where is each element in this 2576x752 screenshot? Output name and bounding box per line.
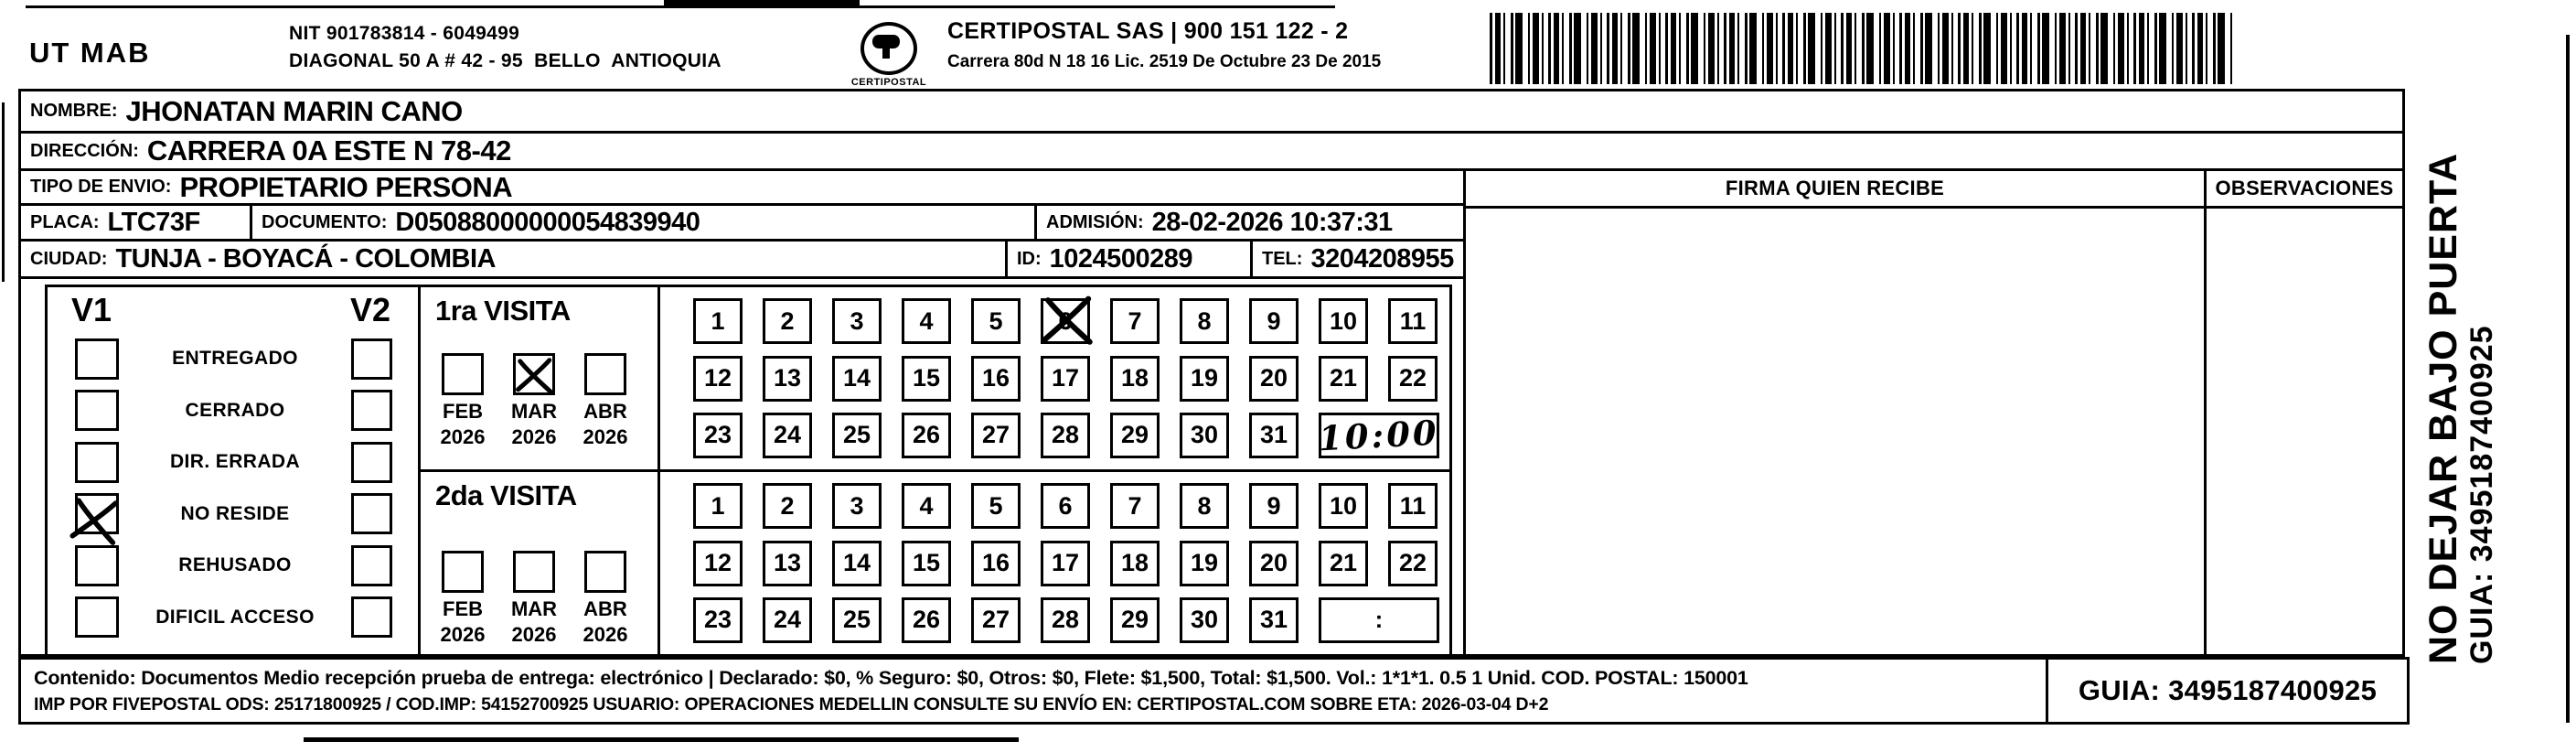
day-cell (832, 483, 882, 529)
day-cell (763, 298, 812, 344)
observaciones-column (2207, 171, 2402, 654)
status-option-label: CERRADO (185, 399, 285, 421)
row-placa-documento-admision (21, 206, 1463, 242)
day-number: 21 (1329, 549, 1358, 576)
id-label: ID: (1017, 248, 1042, 269)
day-number: 18 (1120, 364, 1149, 392)
id-cell (1005, 242, 1250, 276)
sender-nit-address (289, 20, 721, 75)
day-cell (1249, 413, 1299, 458)
tipo-envio-value: PROPIETARIO PERSONA (179, 170, 513, 203)
day-number: 3 (850, 306, 864, 335)
visit-1-title: 1ra VISITA (435, 295, 571, 327)
day-cell (763, 413, 812, 458)
visit-month-panel (421, 287, 660, 654)
firma-column (1466, 171, 2207, 654)
day-cell (971, 483, 1021, 529)
day-cell (902, 413, 951, 458)
day-cell (693, 356, 743, 402)
checkbox-month-mar (513, 353, 555, 395)
checkbox-v1-cerrado (75, 390, 119, 431)
day-number: 15 (912, 549, 941, 576)
row-nombre (21, 91, 2402, 134)
status-row (48, 442, 418, 483)
day-number: 4 (919, 491, 934, 520)
day-number: 21 (1329, 364, 1358, 392)
day-cell (1180, 298, 1229, 344)
day-number: 19 (1190, 549, 1219, 576)
observaciones-space (2207, 209, 2402, 654)
day-number: 30 (1190, 421, 1219, 449)
day-cell (1388, 298, 1438, 344)
day-cell (902, 483, 951, 529)
time-placeholder: : (1374, 606, 1384, 634)
visit-2-month-panel (421, 472, 657, 654)
visit-1-months (435, 353, 657, 447)
day-cell (1319, 298, 1368, 344)
day-number: 22 (1398, 364, 1427, 392)
status-row (48, 338, 418, 380)
tel-value: 3204208955 (1310, 243, 1454, 274)
day-number: 15 (912, 364, 941, 392)
ciudad-label: CIUDAD: (30, 248, 108, 269)
tipo-envio-label: TIPO DE ENVIO: (30, 177, 172, 197)
row-direccion (21, 134, 2402, 171)
day-cell (1319, 541, 1368, 586)
observaciones-header: OBSERVACIONES (2207, 171, 2402, 209)
placa-cell (21, 206, 250, 239)
day-number: 17 (1051, 549, 1080, 576)
guia-number: GUIA: 3495187400925 (2046, 660, 2407, 722)
day-number: 7 (1128, 491, 1142, 520)
month-option-abr (578, 551, 633, 645)
day-cell (763, 356, 812, 402)
month-option-feb (435, 551, 490, 645)
status-area (21, 279, 1463, 654)
status-option-label: ENTREGADO (172, 348, 298, 370)
scan-edge-bottom (304, 737, 1019, 742)
day-cell (1319, 483, 1368, 529)
handwritten-x-mark (513, 353, 555, 395)
checkbox-month-mar (513, 551, 555, 593)
month-year: 2026 (511, 623, 557, 646)
company-license: Carrera 80d N 18 16 Lic. 2519 De Octubre 23 De 2015 (947, 52, 1382, 71)
handwritten-x-mark (1038, 289, 1097, 348)
footer-content-line: Contenido: Documentos Medio recepción prueba de entrega: electrónico | Declarado: $0, % Seguro: $0, Otros: $0, Flete: $1,500, Total: $1,500. Vol.: 1*1*1. 0.5 1 Unid. COD. POSTAL: 150001 (34, 666, 1748, 689)
calendar-row (693, 413, 1449, 458)
documento-cell (250, 206, 1034, 239)
delivery-status-panel (48, 287, 421, 654)
checkbox-v2-cerrado (351, 390, 392, 431)
main-form-table (18, 89, 2405, 657)
checkbox-v1-no-reside (75, 493, 119, 534)
v1-header: V1 (71, 291, 112, 328)
day-number: 4 (919, 306, 934, 335)
day-cell (902, 541, 951, 586)
day-number: 24 (773, 421, 802, 449)
day-number: 24 (773, 606, 802, 634)
firma-header: FIRMA QUIEN RECIBE (1466, 171, 2204, 209)
month-year: 2026 (440, 425, 486, 448)
firma-signature-space (1466, 209, 2204, 654)
side-rotated-label (2423, 86, 2500, 664)
day-cell (693, 483, 743, 529)
day-cell (1249, 356, 1299, 402)
direccion-label: DIRECCIÓN: (30, 140, 139, 161)
scan-edge-left (2, 102, 5, 282)
day-cell (832, 298, 882, 344)
day-cell (1249, 597, 1299, 643)
day-number: 10 (1329, 491, 1358, 520)
tel-cell (1250, 242, 1463, 276)
day-number: 19 (1190, 364, 1219, 392)
day-number: 28 (1051, 606, 1080, 634)
calendar-row (693, 541, 1449, 586)
visit-calendar-panel (660, 287, 1449, 654)
day-number: 31 (1259, 606, 1288, 634)
mailbox-icon (870, 30, 903, 63)
day-number: 9 (1267, 491, 1281, 520)
documento-label: DOCUMENTO: (262, 211, 388, 232)
documento-value: D05088000000054839940 (395, 207, 700, 237)
day-cell (902, 356, 951, 402)
checkbox-v2-entregado (351, 338, 392, 380)
day-number: 26 (912, 421, 941, 449)
logo-caption: CERTIPOSTAL (850, 77, 927, 88)
calendar-row (693, 483, 1449, 529)
shipment-detail-column (21, 171, 1466, 654)
visit-1-month-panel (421, 287, 657, 472)
footer-box (18, 657, 2410, 725)
day-cell (1180, 356, 1229, 402)
month-year: 2026 (440, 623, 486, 646)
admision-label: ADMISIÓN: (1046, 211, 1144, 232)
checkbox-v2-rehusado (351, 545, 392, 586)
status-option-label: DIFICIL ACCESO (155, 606, 315, 628)
day-cell (1110, 483, 1160, 529)
status-option-label: DIR. ERRADA (169, 451, 301, 473)
day-number: 23 (703, 606, 732, 634)
day-cell (1249, 298, 1299, 344)
day-cell (1319, 356, 1368, 402)
status-row (48, 545, 418, 586)
day-cell (693, 298, 743, 344)
month-label: MAR (510, 400, 558, 423)
day-number: 30 (1190, 606, 1219, 634)
month-label: MAR (510, 597, 558, 620)
calendar-row (693, 356, 1449, 402)
visit-2-calendar (660, 472, 1449, 654)
checkbox-v1-dir-errada (75, 442, 119, 483)
day-number: 25 (842, 606, 871, 634)
handwritten-time: 10:00 (1318, 412, 1440, 459)
day-number: 8 (1197, 306, 1212, 335)
visit-time-box (1319, 413, 1439, 458)
sender-address: DIAGONAL 50 A # 42 - 95 BELLO ANTIOQUIA (289, 50, 721, 71)
day-number: 13 (773, 549, 802, 576)
checkbox-v2-dificil-acceso (351, 596, 392, 638)
checkbox-v1-entregado (75, 338, 119, 380)
day-number: 5 (989, 491, 1003, 520)
row-ciudad-id-tel (21, 242, 1463, 279)
day-number: 2 (780, 306, 795, 335)
checkbox-month-feb (442, 551, 484, 593)
day-cell (1180, 597, 1229, 643)
day-number: 16 (981, 364, 1010, 392)
day-number: 17 (1051, 364, 1080, 392)
day-number: 20 (1259, 549, 1288, 576)
day-cell (1249, 541, 1299, 586)
day-cell (1110, 541, 1160, 586)
v2-header: V2 (349, 291, 390, 328)
status-row (48, 390, 418, 431)
day-number: 1 (711, 491, 725, 520)
checkbox-month-abr (584, 353, 626, 395)
day-number: 12 (703, 364, 732, 392)
day-cell (1110, 597, 1160, 643)
day-number: 13 (773, 364, 802, 392)
checkbox-month-abr (584, 551, 626, 593)
ciudad-cell (21, 242, 1005, 276)
day-cell (1249, 483, 1299, 529)
month-option-feb (435, 353, 490, 447)
day-cell (1041, 541, 1090, 586)
status-row (48, 493, 418, 534)
day-cell (1180, 483, 1229, 529)
day-cell (1388, 483, 1438, 529)
row-tipo-envio (21, 171, 1463, 206)
day-number: 2 (780, 491, 795, 520)
day-cell (1110, 413, 1160, 458)
day-cell (693, 541, 743, 586)
status-row (48, 596, 418, 638)
day-cell (693, 597, 743, 643)
day-number: 27 (981, 421, 1010, 449)
month-option-abr (578, 353, 633, 447)
day-number: 29 (1120, 421, 1149, 449)
sender-nit: NIT 901783814 - 6049499 (289, 23, 520, 44)
day-cell (832, 597, 882, 643)
day-number: 7 (1128, 306, 1142, 335)
visit-2-title: 2da VISITA (435, 479, 577, 511)
visit-1-calendar (660, 287, 1449, 472)
visit-time-box (1319, 597, 1439, 643)
scan-edge-right (2566, 35, 2570, 723)
certipostal-logo (834, 22, 944, 92)
day-number: 1 (711, 306, 725, 335)
day-cell (763, 483, 812, 529)
tel-label: TEL: (1262, 248, 1303, 269)
day-cell (1388, 541, 1438, 586)
footer-imp-line: IMP POR FIVEPOSTAL ODS: 25171800925 / COD.IMP: 54152700925 USUARIO: OPERACIONES MEDELLIN CONSULTE SU ENVÍO EN: CERTIPOSTAL.COM SOBRE ETA: 2026-03-04 D+2 (34, 693, 1549, 714)
ciudad-value: TUNJA - BOYACÁ - COLOMBIA (115, 243, 496, 274)
company-block (947, 18, 1381, 72)
day-cell (971, 413, 1021, 458)
day-number: 27 (981, 606, 1010, 634)
checkbox-v1-rehusado (75, 545, 119, 586)
checkbox-month-feb (442, 353, 484, 395)
direccion-value: CARRERA 0A ESTE N 78-42 (146, 134, 511, 167)
day-cell (1180, 541, 1229, 586)
admision-cell (1034, 206, 1463, 239)
day-number: 23 (703, 421, 732, 449)
day-cell (971, 541, 1021, 586)
month-year: 2026 (583, 623, 628, 646)
day-cell (1041, 298, 1090, 344)
day-number: 14 (842, 549, 871, 576)
status-option-label: NO RESIDE (180, 502, 290, 524)
day-cell (763, 541, 812, 586)
day-number: 9 (1267, 306, 1281, 335)
day-cell (1041, 483, 1090, 529)
day-cell (1388, 356, 1438, 402)
day-cell (971, 356, 1021, 402)
day-cell (763, 597, 812, 643)
footer-content-cell (21, 660, 2046, 722)
day-number: 5 (989, 306, 1003, 335)
status-box (45, 285, 1452, 654)
checkbox-v2-no-reside (351, 493, 392, 534)
certipostal-logo-icon (860, 22, 917, 75)
calendar-row (693, 298, 1449, 344)
day-cell (971, 597, 1021, 643)
day-number: 16 (981, 549, 1010, 576)
company-name: CERTIPOSTAL SAS | 900 151 122 - 2 (947, 18, 1349, 44)
day-cell (1180, 413, 1229, 458)
nombre-value: JHONATAN MARIN CANO (125, 94, 463, 127)
day-cell (1041, 597, 1090, 643)
day-cell (1110, 298, 1160, 344)
day-number: 28 (1051, 421, 1080, 449)
day-cell (971, 298, 1021, 344)
placa-label: PLACA: (30, 211, 100, 232)
day-cell (1041, 356, 1090, 402)
day-cell (1041, 413, 1090, 458)
day-number: 8 (1197, 491, 1212, 520)
day-number: 31 (1259, 421, 1288, 449)
checkbox-v2-dir-errada (351, 442, 392, 483)
sender-code: UT MAB (29, 37, 151, 69)
month-option-mar (507, 551, 561, 645)
handwritten-x-mark (60, 489, 129, 548)
month-label: FEB (443, 400, 483, 423)
day-number: 6 (1058, 491, 1073, 520)
scan-blob-top (664, 0, 860, 8)
day-number: 22 (1398, 549, 1427, 576)
day-number: 29 (1120, 606, 1149, 634)
day-number: 11 (1399, 306, 1427, 335)
day-number: 14 (842, 364, 871, 392)
month-option-mar (507, 353, 561, 447)
month-label: FEB (443, 597, 483, 620)
day-number: 3 (850, 491, 864, 520)
day-number: 26 (912, 606, 941, 634)
month-year: 2026 (511, 425, 557, 448)
calendar-row (693, 597, 1449, 643)
id-value: 1024500289 (1049, 243, 1192, 274)
day-number: 10 (1329, 306, 1358, 335)
shipment-barcode (1490, 13, 2232, 84)
day-cell (902, 597, 951, 643)
status-option-list (48, 328, 418, 649)
day-number: 6 (1058, 306, 1073, 335)
day-cell (832, 541, 882, 586)
no-dejar-bajo-puerta-label: NO DEJAR BAJO PUERTA (2421, 152, 2465, 664)
day-cell (1110, 356, 1160, 402)
day-number: 20 (1259, 364, 1288, 392)
day-cell (832, 356, 882, 402)
day-number: 12 (703, 549, 732, 576)
status-option-label: REHUSADO (178, 554, 292, 576)
day-number: 25 (842, 421, 871, 449)
admision-value: 28-02-2026 10:37:31 (1151, 207, 1393, 237)
month-label: ABR (583, 400, 627, 423)
checkbox-v1-dificil-acceso (75, 596, 119, 638)
side-guia-number: GUIA: 3495187400925 (2464, 325, 2500, 664)
month-label: ABR (583, 597, 627, 620)
nombre-label: NOMBRE: (30, 101, 118, 121)
day-cell (902, 298, 951, 344)
day-number: 18 (1120, 549, 1149, 576)
day-number: 11 (1399, 491, 1427, 520)
month-year: 2026 (583, 425, 628, 448)
day-cell (693, 413, 743, 458)
visit-2-months (435, 551, 657, 645)
placa-value: LTC73F (107, 207, 200, 237)
day-cell (832, 413, 882, 458)
